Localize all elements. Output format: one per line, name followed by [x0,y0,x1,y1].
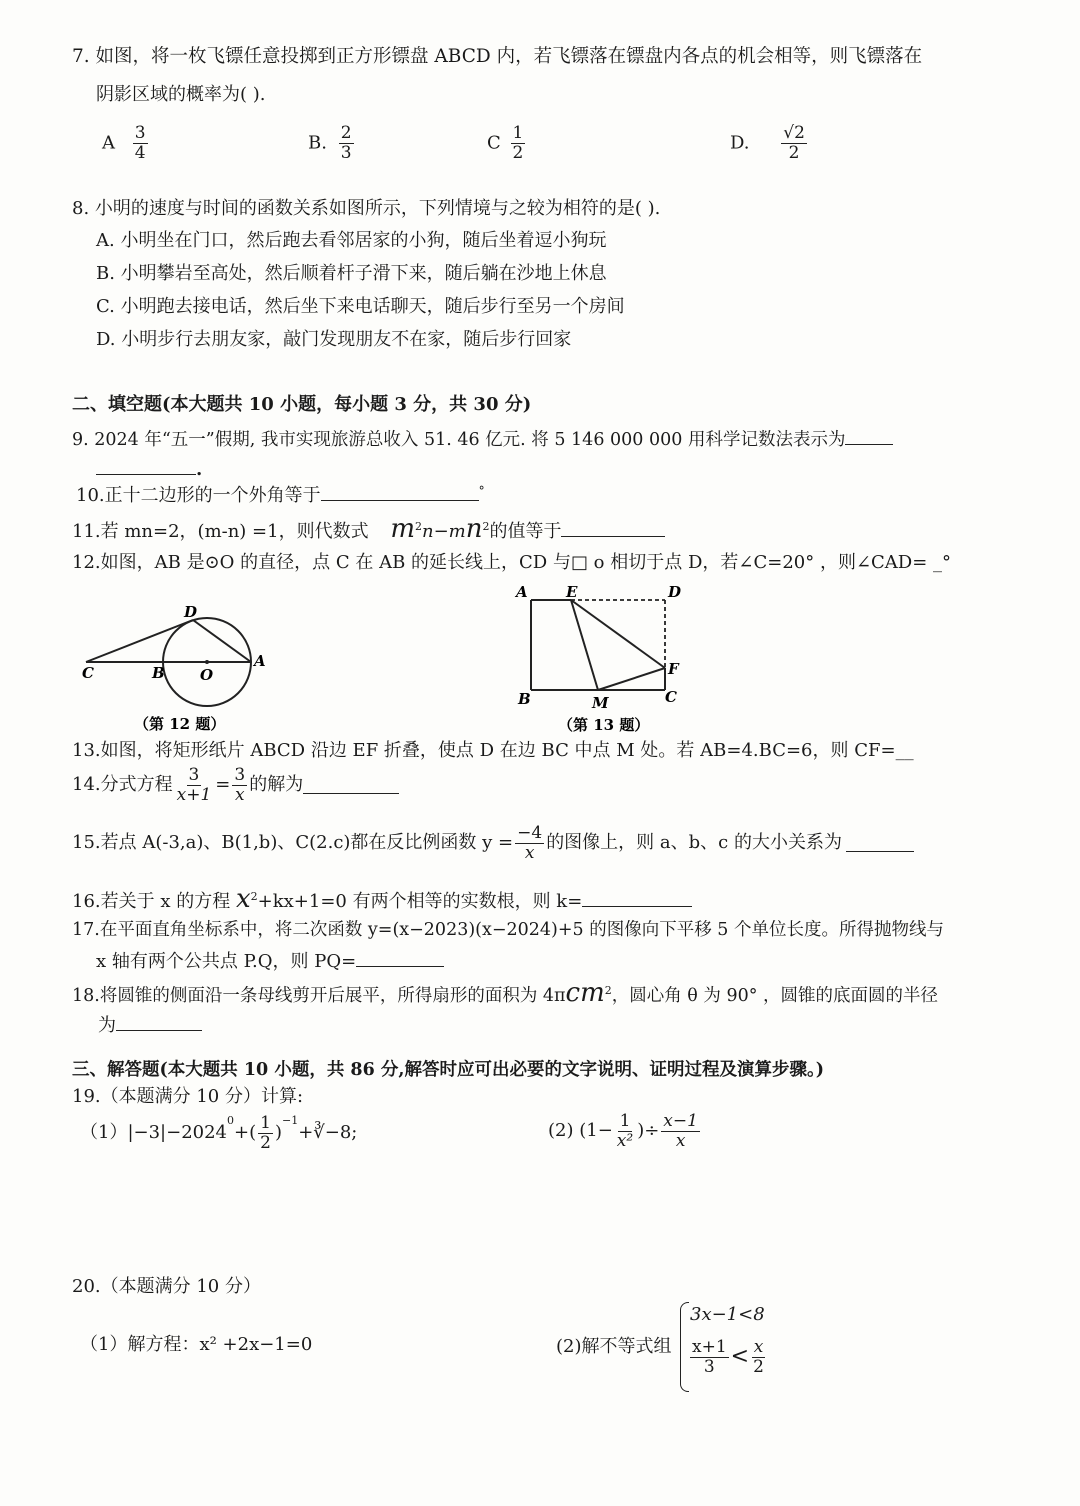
fraction-denominator: x [235,784,245,805]
q11-blank[interactable] [561,520,665,537]
fig13-label-m: M [592,694,609,712]
q14-blank[interactable] [303,777,399,794]
q8-option-a[interactable]: A. 小明坐在门口，然后跑去看邻居家的小狗，随后坐着逗小狗玩 [96,230,607,251]
fraction-denominator: 2 [512,142,524,163]
fraction-denominator: 3 [703,1356,715,1377]
q11-exp1: 2 [414,520,422,533]
q19-p2-pre: (2) (1− [548,1120,613,1142]
q11-post: 的值等于 [489,521,562,542]
q11-exp2: 2 [482,520,490,533]
q19-p1-close: ) [274,1122,282,1144]
section2-title: 二、填空题(本大题共 10 小题，每小题 3 分，共 30 分) [72,394,532,415]
q12-text: 12.如图，AB 是⊙O 的直径，点 C 在 AB 的延长线上，CD 与□ o 相切于点 D，若∠C=20° ，则∠CAD= _° [72,552,952,573]
q16-exp: 2 [250,890,258,903]
q18-text2: 为 [98,1015,116,1036]
q9-line2 [96,458,202,481]
q7-option-a[interactable] [102,124,150,162]
fig12-tangent-cd [86,620,193,662]
q19-p1-exp0: 0 [227,1114,235,1127]
fraction-denominator: x+1 [176,784,212,805]
fig12-label-a: A [254,652,266,670]
q19-p1-pre: （1）|−3|−2024 [80,1122,228,1144]
q15-post: 的图像上，则 a、b、c 的大小关系为 [546,832,842,854]
q15-blank[interactable] [846,835,914,852]
fig13-label-b: B [518,690,531,708]
q20-ineq1: 3x−1<8 [690,1304,765,1325]
q10-text: 10.正十二边形的一个外角等于 [76,485,321,506]
q16 [72,884,692,915]
fig13-fold-mf [598,668,665,690]
q18-unit: cm [565,978,605,1008]
fraction-numerator: √2 [783,123,805,143]
q8-stem: 8. 小明的速度与时间的函数关系如图所示，下列情境与之较为相符的是( ). [72,198,661,219]
fig13-label-c: C [665,688,677,706]
figure-12 [78,598,278,738]
fig13-label-d: D [668,583,682,601]
q11-n: n [465,514,483,544]
q9-end: . [196,459,203,480]
q10-blank[interactable] [321,484,479,501]
q7-line1: 7. 如图，将一枚飞镖任意投掷到正方形镖盘 ABCD 内，若飞镖落在镖盘内各点的机会相等，则飞镖落在 [72,46,923,67]
q19-p1-exp1: −1 [281,1114,299,1127]
fig13-caption: （第 13 题） [558,716,650,734]
q11-mid: n−m [421,521,466,542]
figure-13 [510,580,710,740]
q20-ineq2 [688,1338,768,1376]
q8-option-c[interactable]: C. 小明跑去接电话，然后坐下来电话聊天，随后步行至另一个房间 [96,296,625,317]
q8-option-b[interactable]: B. 小明攀岩至高处，然后顺着杆子滑下来，随后躺在沙地上休息 [96,263,607,284]
q11 [72,514,665,545]
q18-blank[interactable] [116,1014,202,1031]
q16-blank[interactable] [582,890,692,907]
fraction-numerator: 1 [260,1113,271,1133]
fraction-numerator: 2 [340,123,352,143]
q16-x: x [235,884,251,914]
q20-part2-label: (2)解不等式组 [556,1336,672,1357]
q20-lt: < [730,1343,750,1369]
q14-eq: = [215,774,231,796]
q18-post: ，圆心角 θ 为 90° ，圆锥的底面圆的半径 [611,986,939,1006]
q14-pre: 14.分式方程 [72,774,173,796]
q14 [72,766,399,804]
q19-p1-post: +∛−8; [298,1122,358,1144]
q10-end: ° [478,484,485,498]
fraction-numerator: x−1 [663,1111,698,1131]
q15-pre: 15.若点 A(-3,a)、B(1,b)、C(2.c)都在反比例函数 y = [72,832,514,854]
q7-option-c[interactable] [487,124,527,162]
section3-title: 三、解答题(本大题共 10 小题，共 86 分,解答时应可出必要的文字说明、证明过程及演算步骤。) [72,1060,824,1080]
fig13-label-e: E [566,583,578,601]
fig12-caption: （第 12 题） [134,715,226,733]
q9-text: 9. 2024 年“五一”假期, 我市实现旅游总收入 51. 46 亿元. 将 5 146 000 000 用科学记数法表示为 [72,430,846,450]
q16-post: +kx+1=0 有两个相等的实数根，则 k= [257,891,583,912]
q15 [72,824,914,862]
fraction-numerator: 3 [188,765,200,785]
fraction-numerator: 1 [619,1111,631,1131]
q9-blank-2[interactable] [96,458,196,475]
fig13-label-a: A [516,583,528,601]
q17-blank[interactable] [356,950,444,967]
fraction-numerator: −4 [517,823,543,843]
fraction-numerator: x+1 [692,1337,727,1357]
fraction-denominator: x [675,1130,686,1151]
q19-p2-mid: )÷ [637,1120,660,1142]
fig13-fold-em [571,600,598,690]
q7-line2: 阴影区域的概率为( ). [96,84,266,105]
q19-part2 [548,1112,702,1150]
fraction-denominator: 4 [134,142,146,163]
fraction-denominator: x² [616,1130,634,1151]
option-label: C [487,132,501,154]
fig13-label-f: F [668,660,679,678]
q20-part1: （1）解方程：x² +2x−1=0 [80,1334,313,1355]
q10 [76,484,485,507]
fraction-numerator: 3 [134,123,146,143]
q9-blank-1[interactable] [845,428,893,445]
fig12-label-o: O [200,666,214,684]
q8-option-d[interactable]: D. 小明步行去朋友家，敲门发现朋友不在家，随后步行回家 [96,329,572,350]
option-label: A [102,132,115,154]
fraction-denominator: 3 [340,142,352,163]
q17-text: x 轴有两个公共点 P.Q，则 PQ= [96,951,357,972]
q20-head: 20.（本题满分 10 分） [72,1276,261,1297]
fig12-label-c: C [82,664,94,682]
q7-option-b[interactable] [308,124,356,162]
q11-pre: 11.若 mn=2，(m-n) =1，则代数式 [72,521,369,542]
fraction-numerator: 3 [234,765,246,785]
q7-option-d[interactable] [730,124,809,162]
q17-line2 [96,950,444,973]
q9-line1 [72,428,893,451]
fig12-label-b: B [152,664,165,682]
fig12-line-da [193,620,251,662]
q16-pre: 16.若关于 x 的方程 [72,891,231,912]
option-label: B. [308,132,327,154]
q18-exp: 2 [604,984,612,998]
q17-line1: 17.在平面直角坐标系中，将二次函数 y=(x−2023)(x−2024)+5 的图像向下平移 5 个单位长度。所得抛物线与 [72,920,945,940]
q18-line2 [98,1014,202,1037]
fig12-label-d: D [184,603,198,621]
fraction-numerator: x [753,1337,764,1357]
fraction-denominator: 2 [753,1356,764,1377]
fig12-center-dot [205,660,209,664]
q18-line1 [72,978,938,1009]
option-label: D. [730,132,750,154]
fraction-denominator: 2 [260,1132,271,1153]
q19-head: 19.（本题满分 10 分）计算: [72,1086,304,1107]
q19-part1 [80,1114,357,1152]
fraction-denominator: 2 [788,142,800,163]
q11-m: m [390,514,415,544]
q13-text: 13.如图，将矩形纸片 ABCD 沿边 EF 折叠，使点 D 在边 BC 中点 M 处。若 AB=4.BC=6，则 CF=__ [72,740,914,761]
q18-pre: 18.将圆锥的侧面沿一条母线剪开后展平，所得扇形的面积为 4π [72,986,566,1006]
q14-post: 的解为 [249,774,304,796]
fraction-numerator: 1 [512,123,524,143]
fraction-denominator: x [524,842,535,863]
q19-p1-mid: +( [234,1122,257,1144]
fig13-fold-ef [571,600,665,668]
